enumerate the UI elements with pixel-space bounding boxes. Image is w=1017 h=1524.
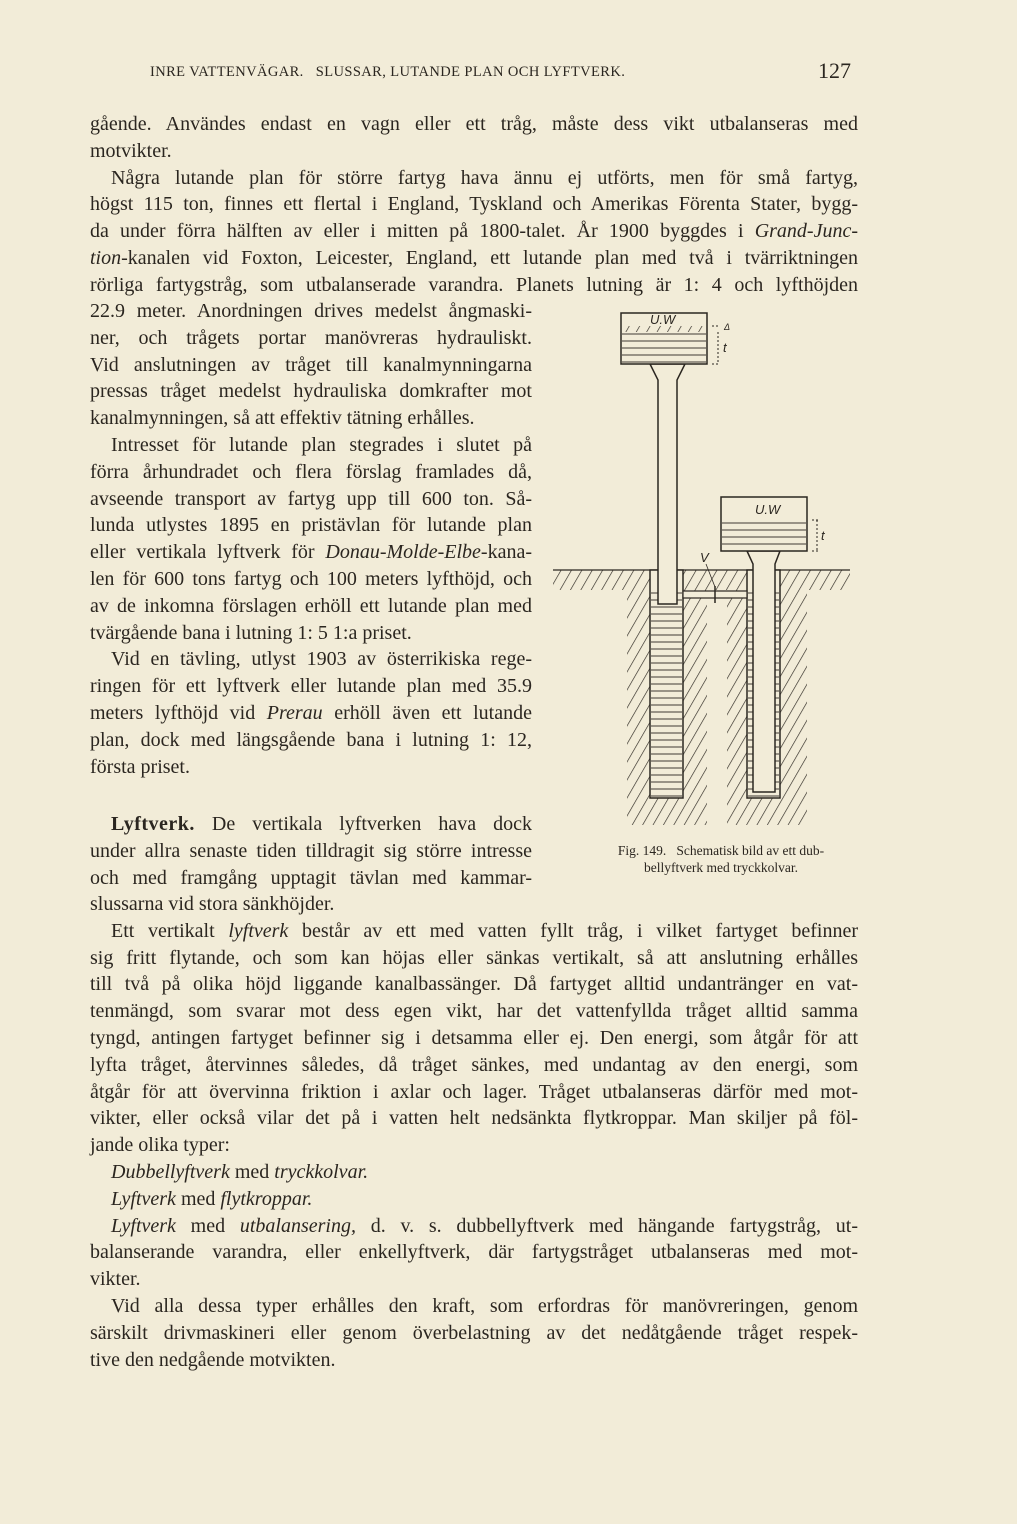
italic-text: tion: [90, 246, 122, 269]
lower-draft-label: t: [821, 528, 825, 543]
text-line: särskilt drivmaskineri eller genom överbelastning av det nedåtgående tråget respek-: [90, 1321, 858, 1344]
text-line: gående. Användes endast en vagn eller ett tråg, måste dess vikt utbalanseras med: [90, 113, 858, 135]
delta-label: Δ: [724, 322, 731, 332]
text-line: plan, dock med längsgående bana i lutning 1: 12,: [90, 728, 532, 751]
text-line: Intresset för lutande plan stegrades i slutet på: [111, 433, 532, 456]
text-line: pressas tråget medelst hydrauliska domkrafter mot: [90, 380, 532, 403]
text-line: 22.9 meter. Anordningen drives medelst ångmaski-: [90, 300, 532, 322]
italic-text: utbalansering,: [239, 1214, 356, 1237]
ground-hatching: [553, 570, 850, 825]
text-line: Lyftverk med utbalansering, d. v. s. dubbellyftverk med hängande fartygstråg, ut-: [111, 1214, 858, 1237]
text-line: förra århundradet och flera förslag framlades då,: [90, 460, 532, 483]
text-line: len för 600 tons fartyg och 100 meters lyfthöjd, och: [90, 567, 532, 590]
caption-line-1: Fig. 149. Schematisk bild av ett dub-: [617, 843, 825, 858]
text-line: Lyftverk. De vertikala lyftverken hava dock: [111, 813, 532, 835]
text-line: åtgår för att övervinna friktion i axlar och lager. Tråget utbalanseras därför med mot-: [90, 1080, 858, 1103]
text-line: Ett vertikalt lyftverk består av ett med vatten fyllt tråg, i vilket fartyget befinner: [111, 919, 858, 942]
text-line: Vid anslutningen av tråget till kanalmynningarna: [90, 353, 532, 376]
text-line: jande olika typer:: [90, 1134, 230, 1157]
italic-text: flytkroppar.: [220, 1187, 313, 1210]
text-line: lyfta tråget, återvinnes således, då tråget sänkes, med undantag av den energi, som: [90, 1053, 858, 1076]
italic-text: Prerau: [266, 701, 323, 724]
text-line: ner, och trågets portar manövreras hydrauliskt.: [90, 326, 532, 349]
text-line: tvärgående bana i lutning 1: 5 1:a priset.: [90, 621, 412, 644]
text-line: högst 115 ton, finnes ett flertal i England, Tyskland och Amerikas Förenta Stater, bygg-: [90, 193, 858, 216]
page-number: 127: [818, 58, 851, 83]
upper-water-label: U.W: [650, 312, 676, 327]
text-line: av de inkomna förslagen erhöll ett lutande plan med: [90, 594, 532, 617]
italic-text: lyftverk: [228, 919, 289, 942]
text-line: till två på olika höjd liggande kanalbassänger. Då fartyget alltid undantränger en vat-: [90, 973, 858, 996]
text-line: avseende transport av fartyg upp till 600 ton. Så-: [90, 487, 532, 510]
lower-trough: [721, 497, 826, 551]
section-heading: Lyftverk.: [111, 813, 195, 835]
text-line: tive den nedgående motvikten.: [90, 1348, 336, 1371]
text-line: rörliga fartygstråg, som utbalanserade varandra. Planets lutning är 1: 4 och lyfthöjden: [90, 273, 858, 296]
text-line: lunda utlystes 1895 en pristävlan för lutande plan: [90, 514, 532, 537]
text-line: da under förra hälften av eller i mitten på 1800-talet. År 1900 byggdes i Grand-Junc-: [90, 220, 858, 243]
text-line: tyngd, antingen fartyget befinner sig i detsamma eller ej. Den energi, som åtgår för att: [90, 1026, 858, 1049]
figure-149-diagram: [540, 300, 870, 840]
upper-draft-label: t: [723, 340, 727, 355]
text-line: första priset.: [90, 755, 190, 778]
italic-text: tryckkolvar.: [274, 1160, 369, 1183]
text-line: och med framgång upptagit tävlan med kammar-: [90, 866, 532, 889]
text-line: ringen för ett lyftverk eller lutande plan med 35.9: [90, 675, 532, 698]
text-line: vikter.: [90, 1268, 141, 1291]
text-line: under allra senaste tiden tilldragit sig större intresse: [90, 839, 532, 862]
text-line: kanalmynningen, så att effektiv tätning erhålles.: [90, 407, 475, 430]
text-line: slussarna vid stora sänkhöjder.: [90, 893, 335, 915]
text-line: meters lyfthöjd vid Prerau erhöll även ett lutande: [90, 701, 532, 724]
text-line: Dubbellyftverk med tryckkolvar.: [111, 1160, 369, 1183]
text-block-top: [90, 111, 858, 299]
text-line: sig fritt flytande, och som kan höjas eller sänkas vertikalt, så att anslutning erhålles: [90, 946, 858, 969]
italic-text: Lyftverk: [111, 1187, 176, 1210]
text-block-lyftverk: [90, 811, 532, 891]
text-line: tion-kanalen vid Foxton, Leicester, England, ett lutande plan med två i tvärriktningen: [90, 246, 858, 269]
text-line: eller vertikala lyftverk för Donau-Molde-Elbe-kana-: [90, 541, 532, 564]
text-line: Några lutande plan för större fartyg hava ännu ej utförts, men för små fartyg,: [111, 166, 858, 189]
text-line: balanserande varandra, eller enkellyftverk, där fartygstråget utbalanseras med mot-: [90, 1241, 858, 1264]
text-line: Vid alla dessa typer erhålles den kraft, som erfordras för manövreringen, genom: [111, 1294, 858, 1317]
italic-text: Grand-Junc-: [754, 220, 858, 243]
text-line: motvikter.: [90, 139, 172, 162]
running-title: INRE VATTENVÄGAR. SLUSSAR, LUTANDE PLAN OCH LYFTVERK.: [150, 64, 626, 80]
lower-water-label: U.W: [755, 502, 781, 517]
text-block-narrow: [90, 298, 532, 780]
text-line: vikter, eller också vilar det på i vatten helt nedsänkta flytkroppar. Man skiljer på föl-: [90, 1107, 858, 1130]
left-piston: [650, 364, 685, 604]
valve-label: V: [700, 550, 709, 565]
text-line: Vid en tävling, utlyst 1903 av österrikiska rege-: [111, 648, 532, 671]
italic-text: Donau-Molde-Elbe: [325, 541, 481, 564]
text-line: tenmängd, som svarar mot dess egen vikt, har det vattenfyllda tråget alltid samma: [90, 1000, 858, 1023]
text-block-bottom: [90, 891, 858, 1373]
text-line: Lyftverk med flytkroppar.: [111, 1187, 313, 1210]
italic-text: Dubbellyftverk: [111, 1160, 230, 1183]
italic-text: Lyftverk: [111, 1214, 176, 1237]
figure-caption: [580, 842, 862, 876]
caption-line-2: bellyftverk med tryckkolvar.: [643, 860, 799, 875]
upper-trough: [621, 312, 730, 364]
